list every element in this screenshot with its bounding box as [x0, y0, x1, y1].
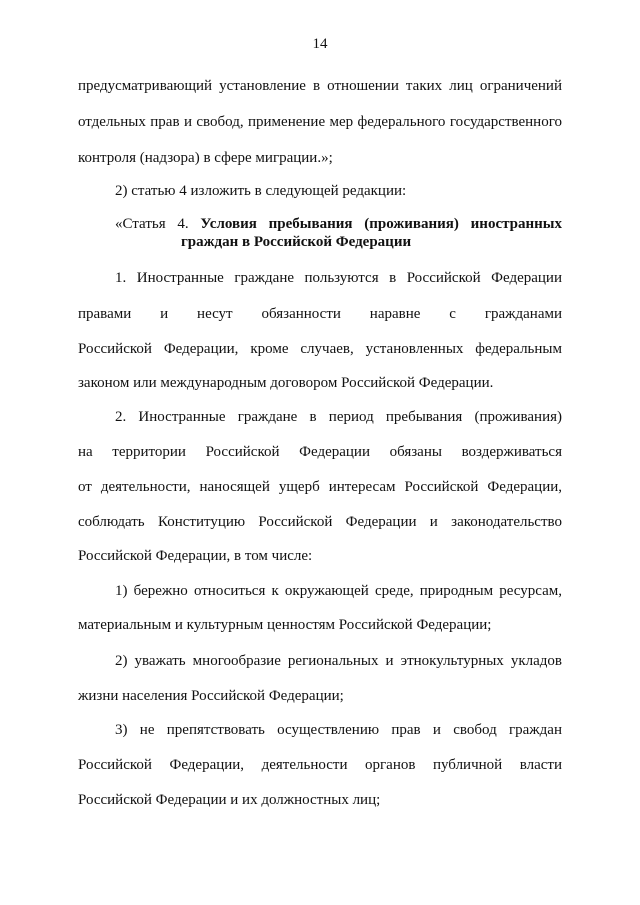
text-line: правами и несут обязанности наравне с гражданами — [78, 306, 562, 322]
article-heading-title-continued: граждан в Российской Федерации — [181, 234, 412, 250]
text-line: предусматривающий установление в отношении таких лиц ограничений — [78, 78, 562, 94]
text-line: на территории Российской Федерации обязаны воздерживаться — [78, 444, 562, 460]
text-line: 2. Иностранные граждане в период пребывания (проживания) — [115, 409, 562, 425]
text-line: отдельных прав и свобод, применение мер федерального государственного — [78, 114, 562, 130]
text-line: контроля (надзора) в сфере миграции.»; — [78, 150, 333, 166]
text-line: материальным и культурным ценностям Российской Федерации; — [78, 617, 492, 633]
text-line: Российской Федерации, кроме случаев, установленных федеральным — [78, 341, 562, 357]
text-line: 2) уважать многообразие региональных и этнокультурных укладов — [115, 653, 562, 669]
text-line: жизни населения Российской Федерации; — [78, 688, 344, 704]
text-line: Российской Федерации, в том числе: — [78, 548, 313, 564]
article-heading-title: Условия пребывания (проживания) иностранных — [200, 216, 562, 232]
text-line: Российской Федерации и их должностных лиц; — [78, 792, 381, 808]
text-line: от деятельности, наносящей ущерб интересам Российской Федерации, — [78, 479, 562, 495]
text-line: соблюдать Конституцию Российской Федерации и законодательство — [78, 514, 562, 530]
article-heading-prefix: «Статья 4. — [115, 216, 189, 232]
page-number: 14 — [312, 36, 328, 52]
text-line: 2) статью 4 изложить в следующей редакции: — [115, 183, 407, 199]
text-line: законом или международным договором Российской Федерации. — [78, 375, 494, 391]
article-heading — [115, 214, 562, 234]
text-line: 3) не препятствовать осуществлению прав и свобод граждан — [115, 722, 562, 738]
text-line: 1. Иностранные граждане пользуются в Российской Федерации — [115, 270, 562, 286]
text-line: Российской Федерации, деятельности органов публичной власти — [78, 757, 562, 773]
text-line: 1) бережно относиться к окружающей среде, природным ресурсам, — [115, 583, 562, 599]
